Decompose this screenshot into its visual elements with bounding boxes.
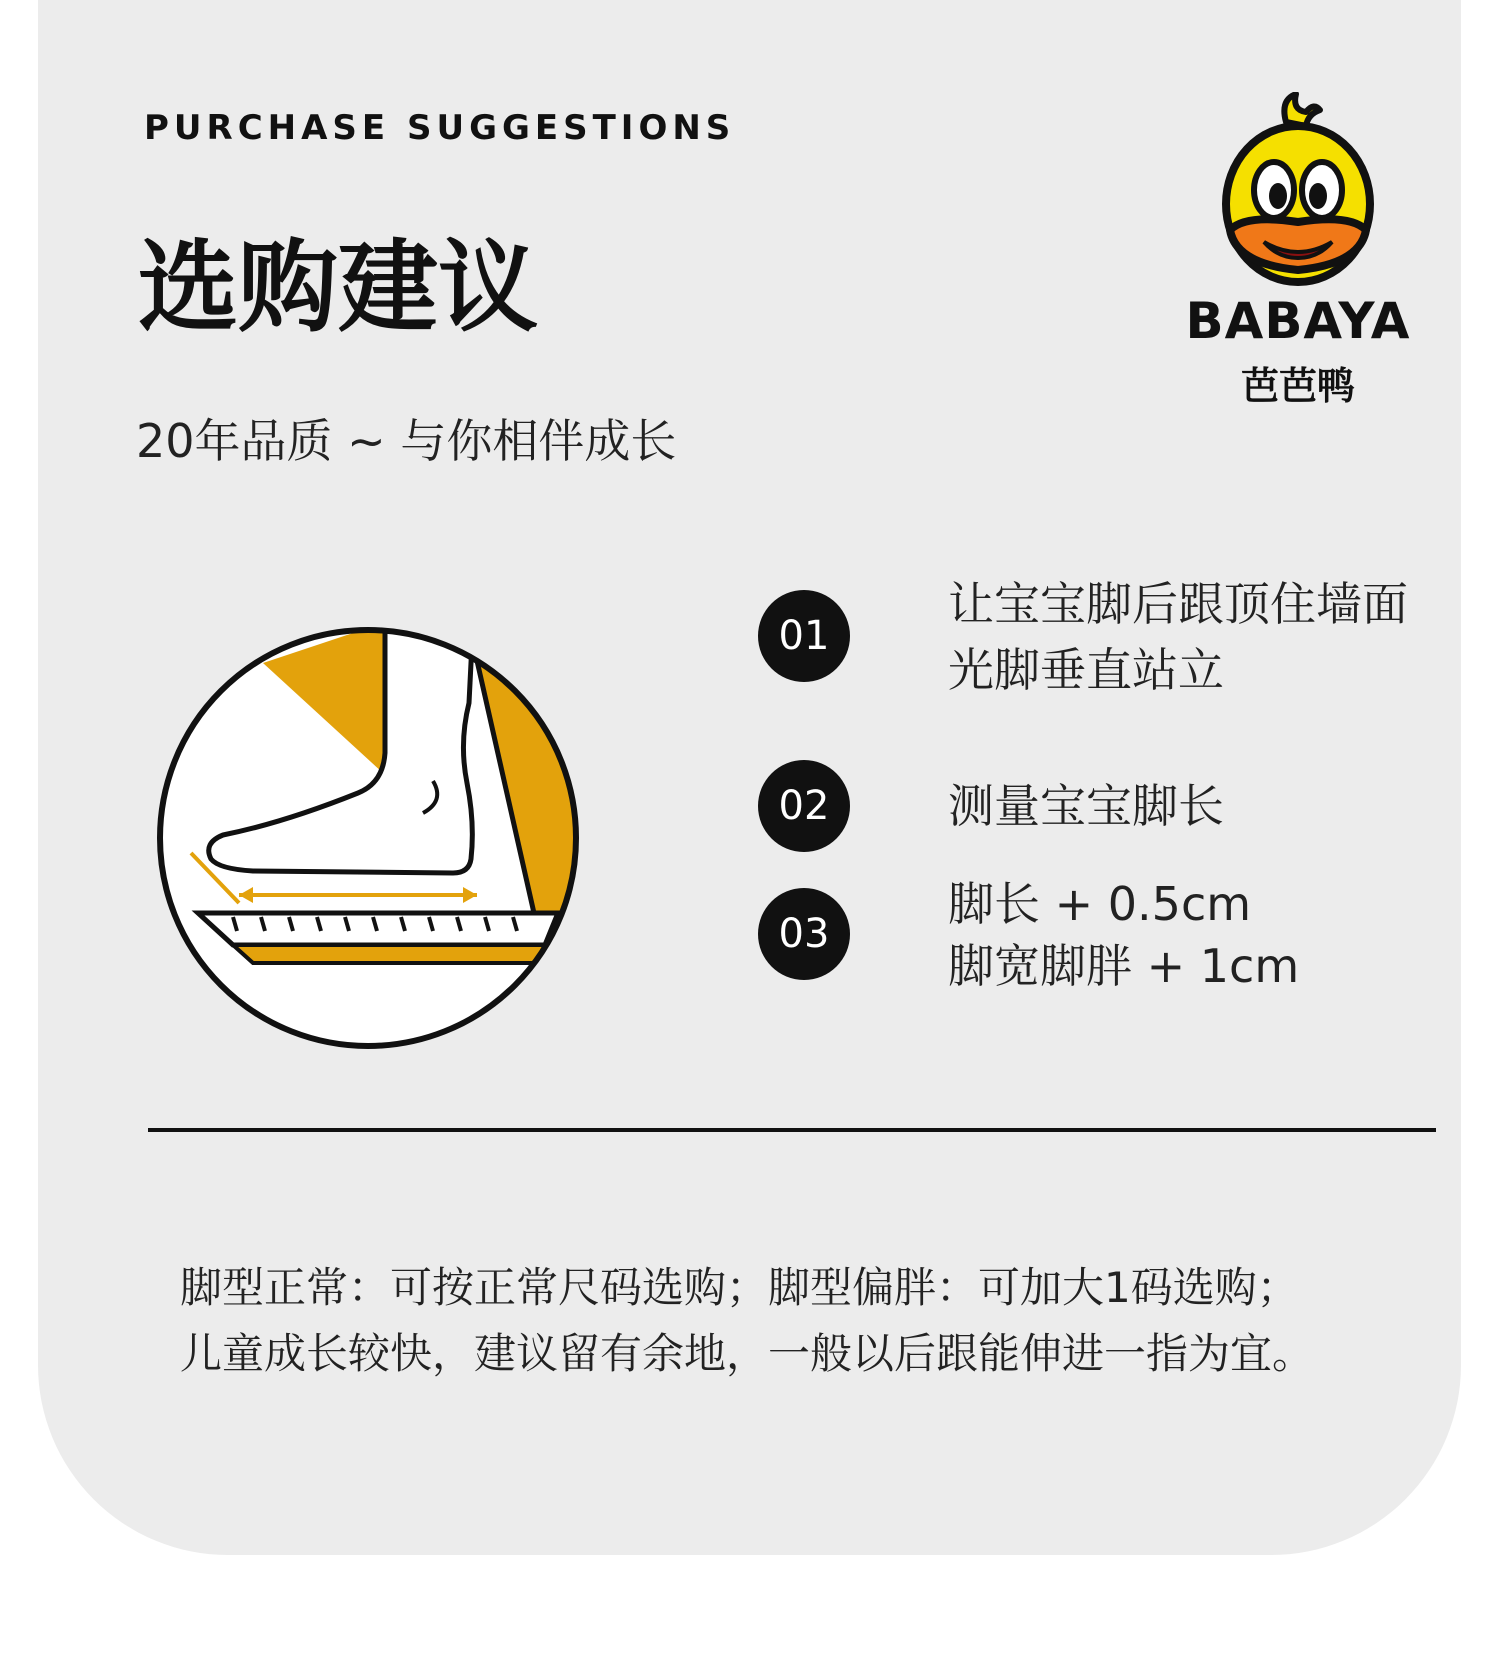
note-line: 脚型正常：可按正常尺码选购；脚型偏胖：可加大1码选购； (180, 1263, 1299, 1312)
section-divider (148, 1128, 1436, 1132)
step-number-badge: 01 (758, 590, 850, 682)
note-line: 儿童成长较快，建议留有余地，一般以后跟能伸进一指为宜。 (180, 1329, 1315, 1378)
step-01 (758, 577, 1478, 740)
step-text-line: 测量宝宝脚长 (948, 779, 1224, 833)
step-number-badge: 03 (758, 888, 850, 980)
duck-mascot-icon (1168, 92, 1428, 292)
step-text-line: 脚长 + 0.5cm (948, 877, 1252, 931)
brand-name-cn: 芭芭鸭 (1240, 364, 1355, 408)
step-number-badge: 02 (758, 760, 850, 852)
page-title: 选购建议 (138, 229, 538, 346)
step-text-line: 脚宽脚胖 + 1cm (948, 939, 1300, 993)
step-02 (758, 760, 1478, 860)
foot-measurement-illustration (153, 623, 583, 1053)
foot-measurement-icon (153, 623, 583, 1053)
section-eyebrow: PURCHASE SUGGESTIONS (144, 108, 736, 148)
purchase-suggestions-card (38, 0, 1461, 1555)
page-subtitle: 20年品质 ~ 与你相伴成长 (136, 414, 677, 468)
brand-logo (1168, 92, 1428, 412)
step-03 (758, 877, 1478, 1028)
step-text-line: 光脚垂直站立 (948, 643, 1224, 697)
step-text-line: 让宝宝脚后跟顶住墙面 (948, 577, 1408, 631)
brand-name: BABAYA (1185, 292, 1411, 350)
sizing-note (180, 1255, 1430, 1387)
